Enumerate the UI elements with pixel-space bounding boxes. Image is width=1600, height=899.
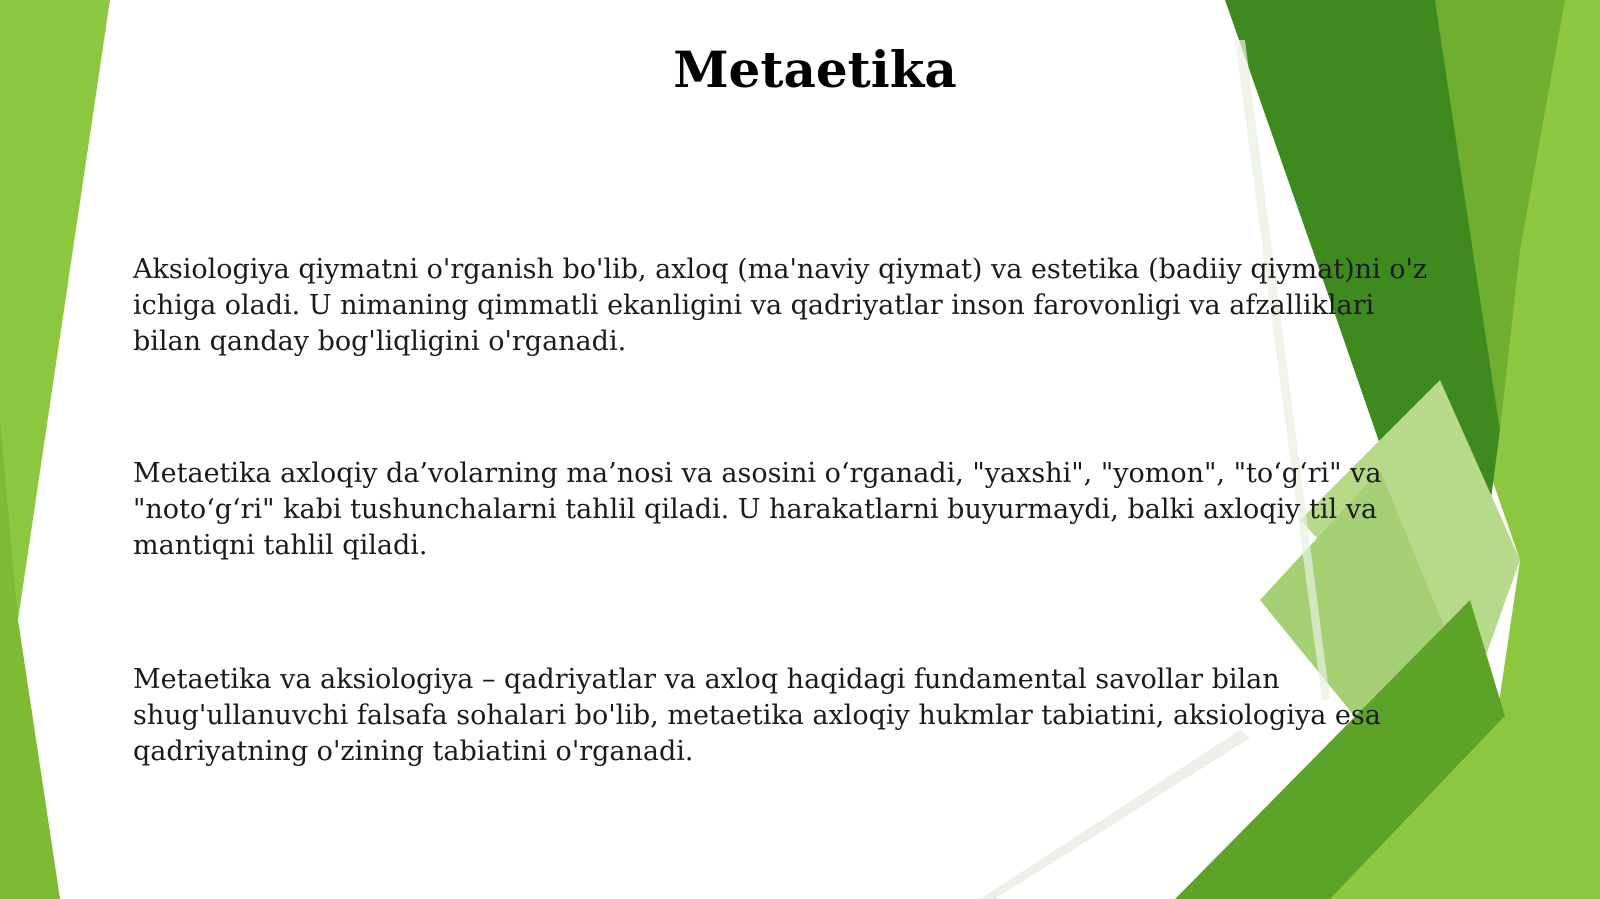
paragraph-aksiologiya: Aksiologiya qiymatni o'rganish bo'lib, axloq (ma'naviy qiymat) va estetika (badiiy qiymat)ni o'z ichiga oladi. U nimaning qimmatli ekanligini va qadriyatlar inson farovonligi va afzalliklari bilan qanday bog'liqligini o'rganadi. (133, 254, 1428, 357)
paragraph-summary: Metaetika va aksiologiya – qadriyatlar va axloq haqidagi fundamental savollar bilan shug'ullanuvchi falsafa sohalari bo'lib, metaetika axloqiy hukmlar tabiatini, aksiologiya esa qadriyatning o'zining tabiatini o'rganadi. (133, 664, 1381, 767)
paragraph-metaetika: Metaetika axloqiy da’volarning ma’nosi va asosini o‘rganadi, "yaxshi", "yomon", "to‘g‘ri" va "noto‘g‘ri" kabi tushunchalarni tahlil qiladi. U harakatlarni buyurmaydi, balki axloqiy til va mantiqni tahlil qiladi. (133, 458, 1382, 561)
slide-title: Metaetika (673, 40, 957, 99)
